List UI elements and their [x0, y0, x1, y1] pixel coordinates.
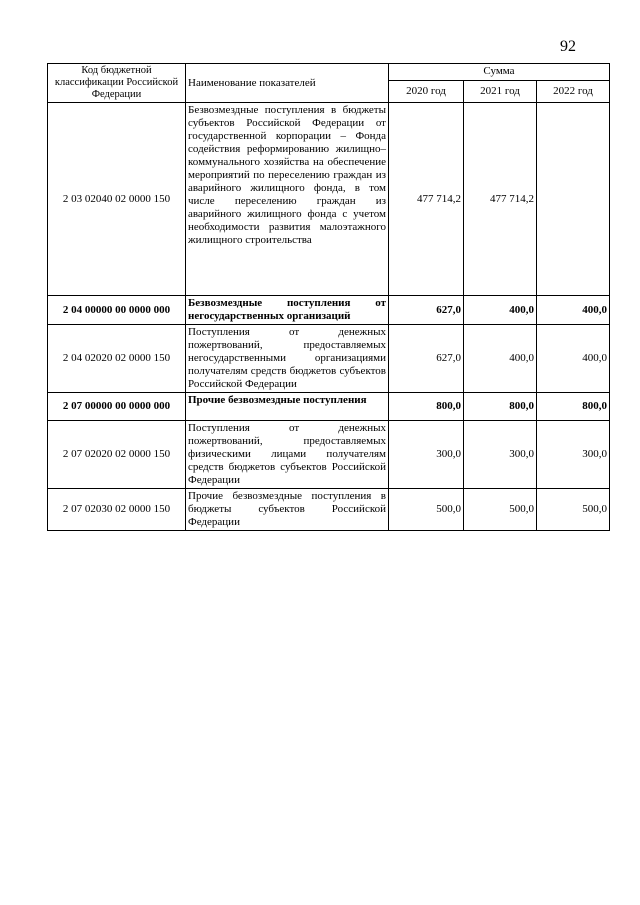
- row-name: Безвозмездные поступления от негосударственных организаций: [186, 296, 389, 325]
- row-value-2022: 300,0: [537, 421, 610, 489]
- row-value-2021: 477 714,2: [464, 103, 537, 296]
- row-value-2021: 400,0: [464, 325, 537, 393]
- row-value-2021: 800,0: [464, 393, 537, 421]
- row-code: 2 03 02040 02 0000 150: [48, 103, 186, 296]
- row-value-2022: 800,0: [537, 393, 610, 421]
- row-code: 2 04 02020 02 0000 150: [48, 325, 186, 393]
- row-value-2022: 400,0: [537, 325, 610, 393]
- row-code: 2 07 02020 02 0000 150: [48, 421, 186, 489]
- row-name: Прочие безвозмездные поступления: [186, 393, 389, 421]
- table-row: [48, 489, 610, 531]
- row-value-2022: 400,0: [537, 296, 610, 325]
- table-row: [48, 296, 610, 325]
- header-year-2022: 2022 год: [537, 80, 610, 102]
- header-code: Код бюджетной классификации Российской Федерации: [48, 64, 186, 103]
- header-name: Наименование показателей: [186, 64, 389, 103]
- table-row: [48, 325, 610, 393]
- row-code: 2 07 00000 00 0000 000: [48, 393, 186, 421]
- page-number: 92: [560, 38, 576, 55]
- row-value-2020: 477 714,2: [389, 103, 464, 296]
- header-year-2021: 2021 год: [464, 80, 537, 102]
- table-row: [48, 393, 610, 421]
- table-row: [48, 421, 610, 489]
- row-value-2022: 500,0: [537, 489, 610, 531]
- row-code: 2 07 02030 02 0000 150: [48, 489, 186, 531]
- row-value-2021: 400,0: [464, 296, 537, 325]
- row-value-2021: 300,0: [464, 421, 537, 489]
- budget-table: [47, 63, 610, 531]
- table-row: [48, 103, 610, 296]
- row-value-2020: 800,0: [389, 393, 464, 421]
- row-value-2020: 300,0: [389, 421, 464, 489]
- row-name: Безвозмездные поступления в бюджеты субъектов Российской Федерации от государственной корпорации – Фонда содействия реформированию жилищно–коммунального хозяйства на обеспечение мероприятий по переселению граждан из аварийного жилищного фонда, в том числе переселению граждан из аварийного жилищного фонда с учетом необходимости развития малоэтажного жилищного строительства: [186, 103, 389, 296]
- row-code: 2 04 00000 00 0000 000: [48, 296, 186, 325]
- row-value-2021: 500,0: [464, 489, 537, 531]
- row-value-2022: [537, 103, 610, 296]
- row-value-2020: 627,0: [389, 325, 464, 393]
- row-value-2020: 627,0: [389, 296, 464, 325]
- header-sum: Сумма: [389, 64, 610, 81]
- row-name: Прочие безвозмездные поступления в бюджеты субъектов Российской Федерации: [186, 489, 389, 531]
- header-year-2020: 2020 год: [389, 80, 464, 102]
- header-row: [48, 64, 610, 81]
- row-name: Поступления от денежных пожертвований, предоставляемых физическими лицами получателям средств бюджетов субъектов Российской Федерации: [186, 421, 389, 489]
- row-name: Поступления от денежных пожертвований, предоставляемых негосударственными организациями получателям средств бюджетов субъектов Российской Федерации: [186, 325, 389, 393]
- row-value-2020: 500,0: [389, 489, 464, 531]
